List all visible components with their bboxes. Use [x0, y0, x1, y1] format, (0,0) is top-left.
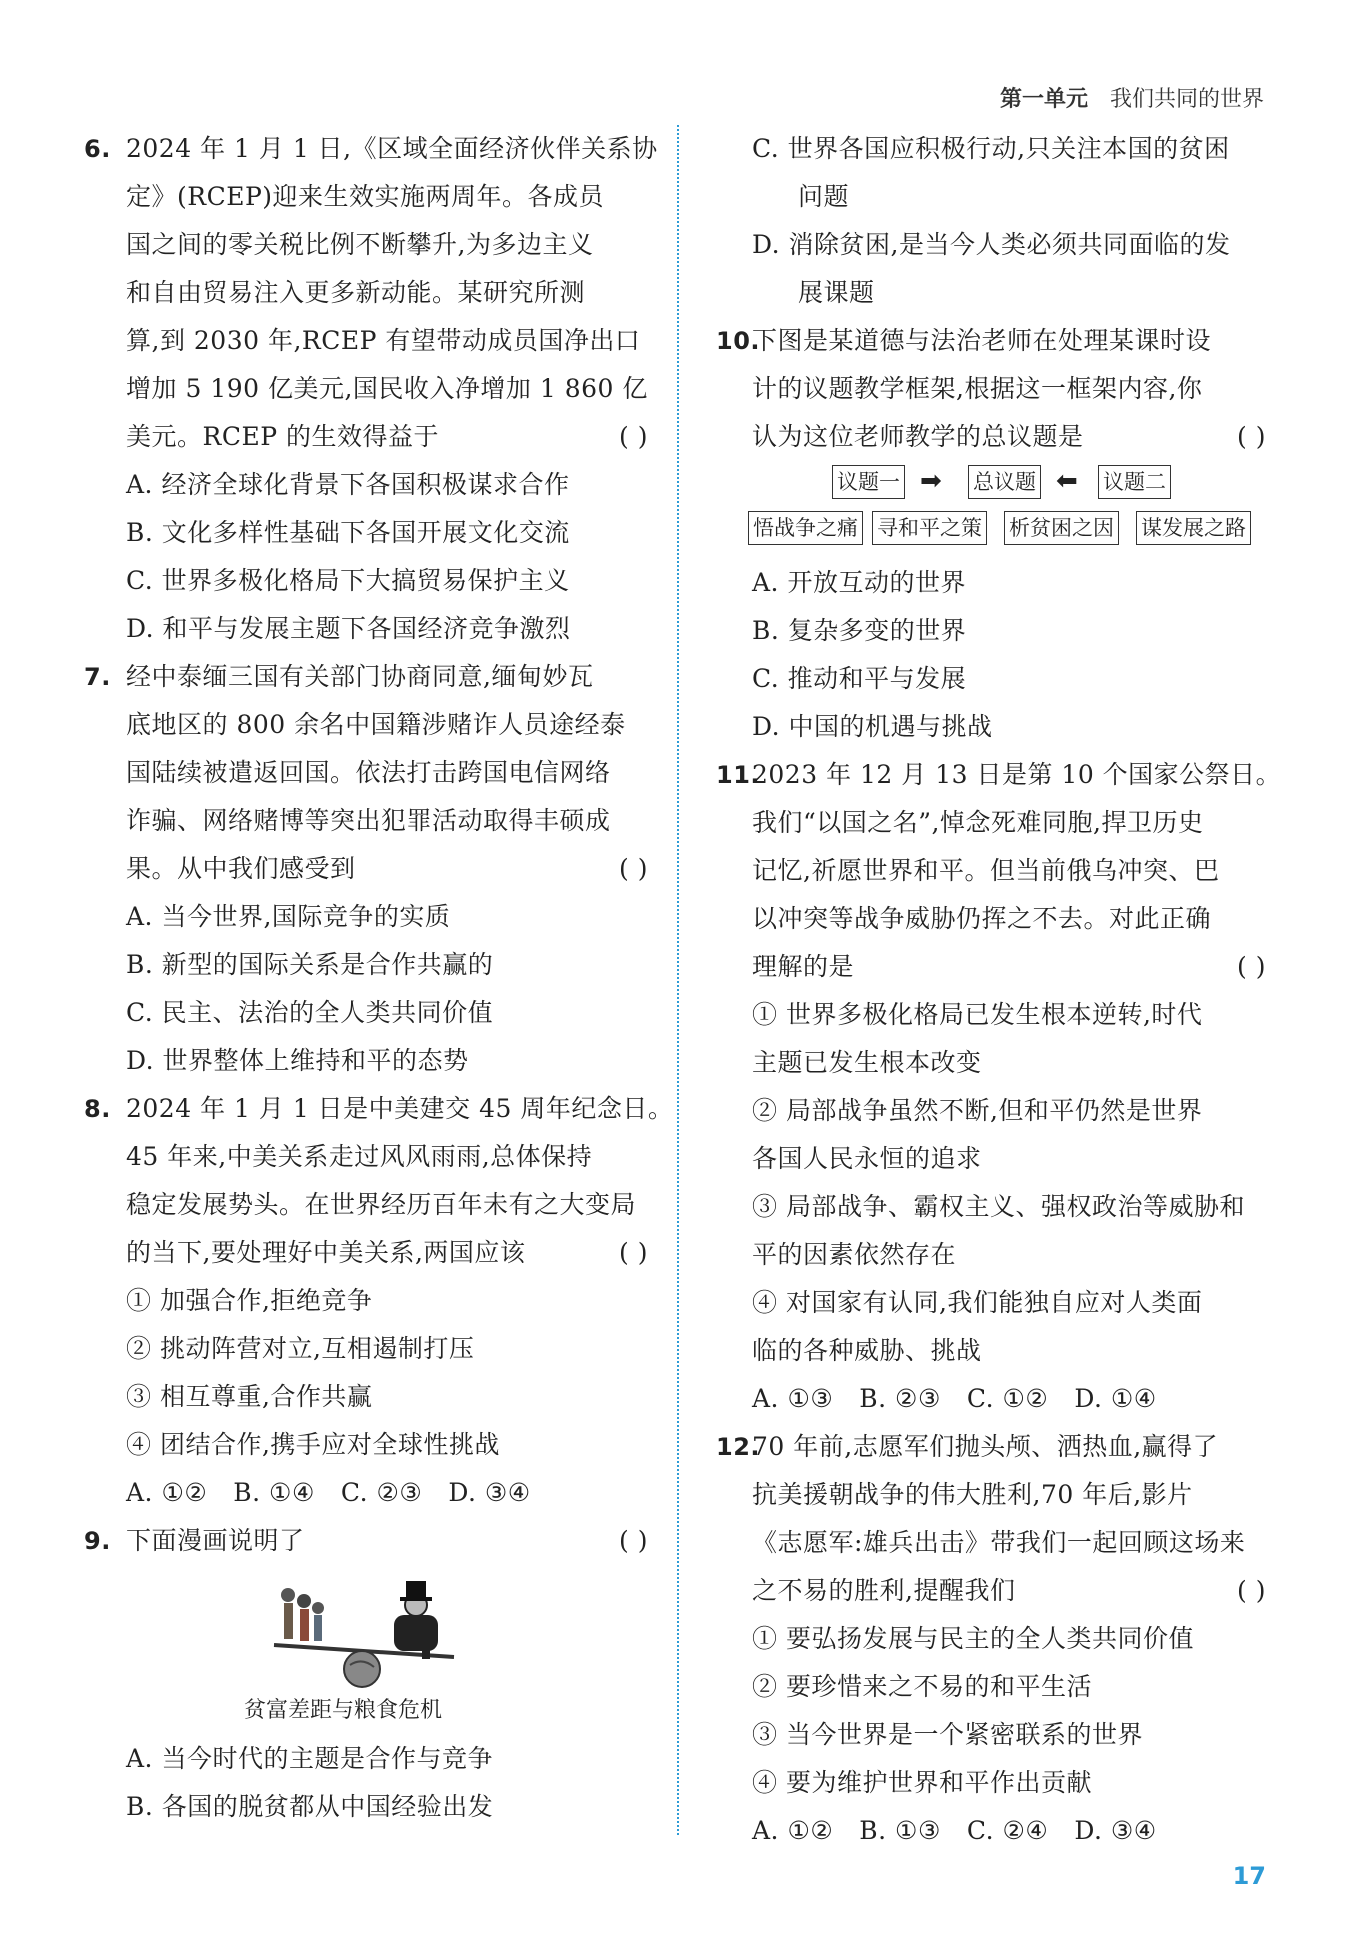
question-number: 6. [84, 135, 111, 163]
choice-a[interactable]: A. ①② [126, 1478, 208, 1507]
statement-2: ② 要珍惜来之不易的和平生活 [752, 1672, 1092, 1701]
arrow-left-icon: ⬅ [1056, 466, 1078, 496]
answer-blank[interactable]: ( ) [619, 1526, 648, 1555]
choice-a[interactable]: A. ①③ [752, 1384, 834, 1413]
question-9 [84, 1517, 652, 1831]
answer-blank[interactable]: ( ) [619, 1238, 648, 1267]
choice-d[interactable]: D. ③④ [448, 1478, 531, 1507]
statement-3: ③ 局部战争、霸权主义、强权政治等威胁和 [752, 1192, 1245, 1221]
option-c-continued: 问题 [798, 182, 850, 211]
choice-c[interactable]: C. ①② [966, 1384, 1049, 1413]
question-text: 稳定发展势头。在世界经历百年未有之大变局 [126, 1190, 637, 1219]
question-7 [84, 653, 652, 1085]
cartoon-illustration [264, 1565, 464, 1693]
left-column [84, 125, 674, 1831]
question-number: 7. [84, 663, 111, 691]
statement-3-continued: 平的因素依然存在 [752, 1240, 957, 1269]
sub-topic-box: 寻和平之策 [872, 511, 987, 545]
question-text: 理解的是 [752, 952, 855, 981]
question-text: 2024 年 1 月 1 日,《区域全面经济伙伴关系协 [126, 134, 658, 163]
question-number: 9. [84, 1527, 111, 1555]
answer-blank[interactable]: ( ) [1237, 1576, 1266, 1605]
question-text: 下图是某道德与法治老师在处理某课时设 [752, 326, 1212, 355]
statement-1: ① 加强合作,拒绝竞争 [126, 1286, 373, 1315]
answer-choices [720, 1807, 1270, 1855]
statement-3: ③ 当今世界是一个紧密联系的世界 [752, 1720, 1143, 1749]
choice-b[interactable]: B. ②③ [859, 1384, 941, 1413]
question-text: 2023 年 12 月 13 日是第 10 个国家公祭日。 [752, 760, 1282, 789]
question-text: 我们“以国之名”,悼念死难同胞,捍卫历史 [752, 808, 1204, 837]
sub-topic-box: 析贫困之因 [1004, 511, 1119, 545]
topic-framework-diagram [720, 463, 1270, 559]
answer-blank[interactable]: ( ) [1237, 422, 1266, 451]
question-text: 以冲突等战争威胁仍挥之不去。对此正确 [752, 904, 1212, 933]
option-a[interactable]: A. 经济全球化背景下各国积极谋求合作 [126, 470, 570, 499]
question-text: 认为这位老师教学的总议题是 [752, 422, 1084, 451]
cartoon-caption: 贫富差距与粮食危机 [244, 1698, 443, 1723]
statement-2: ② 挑动阵营对立,互相遏制打压 [126, 1334, 475, 1363]
choice-d[interactable]: D. ③④ [1074, 1816, 1157, 1845]
question-11 [716, 751, 1282, 1423]
statement-4: ④ 团结合作,携手应对全球性挑战 [126, 1430, 500, 1459]
question-text: 算,到 2030 年,RCEP 有望带动成员国净出口 [126, 326, 641, 355]
choice-c[interactable]: C. ②③ [340, 1478, 423, 1507]
option-c[interactable]: C. 推动和平与发展 [752, 664, 967, 693]
question-text: 诈骗、网络赌博等突出犯罪活动取得丰硕成 [126, 806, 611, 835]
question-text: 增加 5 190 亿美元,国民收入净增加 1 860 亿 [126, 374, 648, 403]
question-number: 11. [716, 761, 761, 789]
question-12 [716, 1423, 1270, 1855]
sub-topic-box: 悟战争之痛 [748, 511, 863, 545]
question-number: 10. [716, 327, 761, 355]
question-text: 计的议题教学框架,根据这一框架内容,你 [752, 374, 1203, 403]
answer-choices [720, 1375, 1270, 1423]
column-divider [677, 125, 679, 1835]
option-b[interactable]: B. 新型的国际关系是合作共赢的 [126, 950, 494, 979]
question-text: 国陆续被遣返回国。依法打击跨国电信网络 [126, 758, 611, 787]
statement-1: ① 世界多极化格局已发生根本逆转,时代 [752, 1000, 1203, 1029]
question-8 [84, 1085, 674, 1517]
option-d[interactable]: D. 消除贫困,是当今人类必须共同面临的发 [752, 230, 1231, 259]
statement-1: ① 要弘扬发展与民主的全人类共同价值 [752, 1624, 1194, 1653]
option-a[interactable]: A. 当今时代的主题是合作与竞争 [126, 1744, 493, 1773]
question-text: 45 年来,中美关系走过风风雨雨,总体保持 [126, 1142, 593, 1171]
choice-a[interactable]: A. ①② [752, 1816, 834, 1845]
option-b[interactable]: B. 文化多样性基础下各国开展文化交流 [126, 518, 570, 547]
choice-c[interactable]: C. ②④ [966, 1816, 1049, 1845]
question-number: 12. [716, 1433, 761, 1461]
statement-4: ④ 对国家有认同,我们能独自应对人类面 [752, 1288, 1203, 1317]
right-column [716, 125, 1282, 1855]
statement-2-continued: 各国人民永恒的追求 [752, 1144, 982, 1173]
choice-b[interactable]: B. ①③ [859, 1816, 941, 1845]
question-9-continued [720, 125, 1270, 317]
option-d[interactable]: D. 世界整体上维持和平的态势 [126, 1046, 469, 1075]
question-text: 国之间的零关税比例不断攀升,为多边主义 [126, 230, 594, 259]
question-text: 《志愿军:雄兵出击》带我们一起回顾这场来 [752, 1528, 1246, 1557]
answer-choices [84, 1469, 652, 1517]
statement-4-continued: 临的各种威胁、挑战 [752, 1336, 982, 1365]
choice-b[interactable]: B. ①④ [233, 1478, 315, 1507]
question-text: 定》(RCEP)迎来生效实施两周年。各成员 [126, 182, 605, 211]
question-10 [716, 317, 1270, 751]
statement-3: ③ 相互尊重,合作共赢 [126, 1382, 373, 1411]
question-text: 记忆,祈愿世界和平。但当前俄乌冲突、巴 [752, 856, 1220, 885]
statement-1-continued: 主题已发生根本改变 [752, 1048, 982, 1077]
question-text: 经中泰缅三国有关部门协商同意,缅甸妙瓦 [126, 662, 594, 691]
option-a[interactable]: A. 开放互动的世界 [752, 568, 966, 597]
option-d[interactable]: D. 和平与发展主题下各国经济竞争激烈 [126, 614, 571, 643]
sub-topic-box: 谋发展之路 [1136, 511, 1251, 545]
option-d[interactable]: D. 中国的机遇与挑战 [752, 712, 993, 741]
statement-2: ② 局部战争虽然不断,但和平仍然是世界 [752, 1096, 1203, 1125]
question-text: 70 年前,志愿军们抛头颅、洒热血,赢得了 [752, 1432, 1219, 1461]
question-text: 抗美援朝战争的伟大胜利,70 年后,影片 [752, 1480, 1193, 1509]
unit-title: 我们共同的世界 [1109, 87, 1264, 112]
question-text: 底地区的 800 余名中国籍涉赌诈人员途经泰 [126, 710, 626, 739]
option-c[interactable]: C. 世界各国应积极行动,只关注本国的贫困 [752, 134, 1230, 163]
option-d-continued: 展课题 [798, 278, 875, 307]
topic-two-box: 议题二 [1098, 465, 1171, 499]
question-text: 美元。RCEP 的生效得益于 [126, 422, 439, 451]
page-header [1000, 82, 1264, 113]
question-number: 8. [84, 1095, 111, 1123]
choice-d[interactable]: D. ①④ [1074, 1384, 1157, 1413]
option-c[interactable]: C. 民主、法治的全人类共同价值 [126, 998, 494, 1027]
option-a[interactable]: A. 当今世界,国际竞争的实质 [126, 902, 451, 931]
question-text: 2024 年 1 月 1 日是中美建交 45 周年纪念日。 [126, 1094, 674, 1123]
answer-blank[interactable]: ( ) [619, 422, 648, 451]
arrow-right-icon: ➡ [920, 466, 942, 496]
option-b[interactable]: B. 各国的脱贫都从中国经验出发 [126, 1792, 494, 1821]
question-text: 果。从中我们感受到 [126, 854, 356, 883]
topic-one-box: 议题一 [832, 465, 905, 499]
question-text: 的当下,要处理好中美关系,两国应该 [126, 1238, 526, 1267]
question-text: 之不易的胜利,提醒我们 [752, 1576, 1016, 1605]
option-c[interactable]: C. 世界多极化格局下大搞贸易保护主义 [126, 566, 570, 595]
statement-4: ④ 要为维护世界和平作出贡献 [752, 1768, 1092, 1797]
question-6 [84, 125, 658, 653]
main-topic-box: 总议题 [968, 465, 1041, 499]
page-number: 17 [1232, 1862, 1266, 1890]
cartoon-figure [84, 1565, 652, 1735]
answer-blank[interactable]: ( ) [1237, 952, 1266, 981]
option-b[interactable]: B. 复杂多变的世界 [752, 616, 967, 645]
question-text: 和自由贸易注入更多新动能。某研究所测 [126, 278, 586, 307]
unit-label: 第一单元 [999, 87, 1088, 112]
question-text: 下面漫画说明了 [126, 1526, 305, 1555]
answer-blank[interactable]: ( ) [619, 854, 648, 883]
